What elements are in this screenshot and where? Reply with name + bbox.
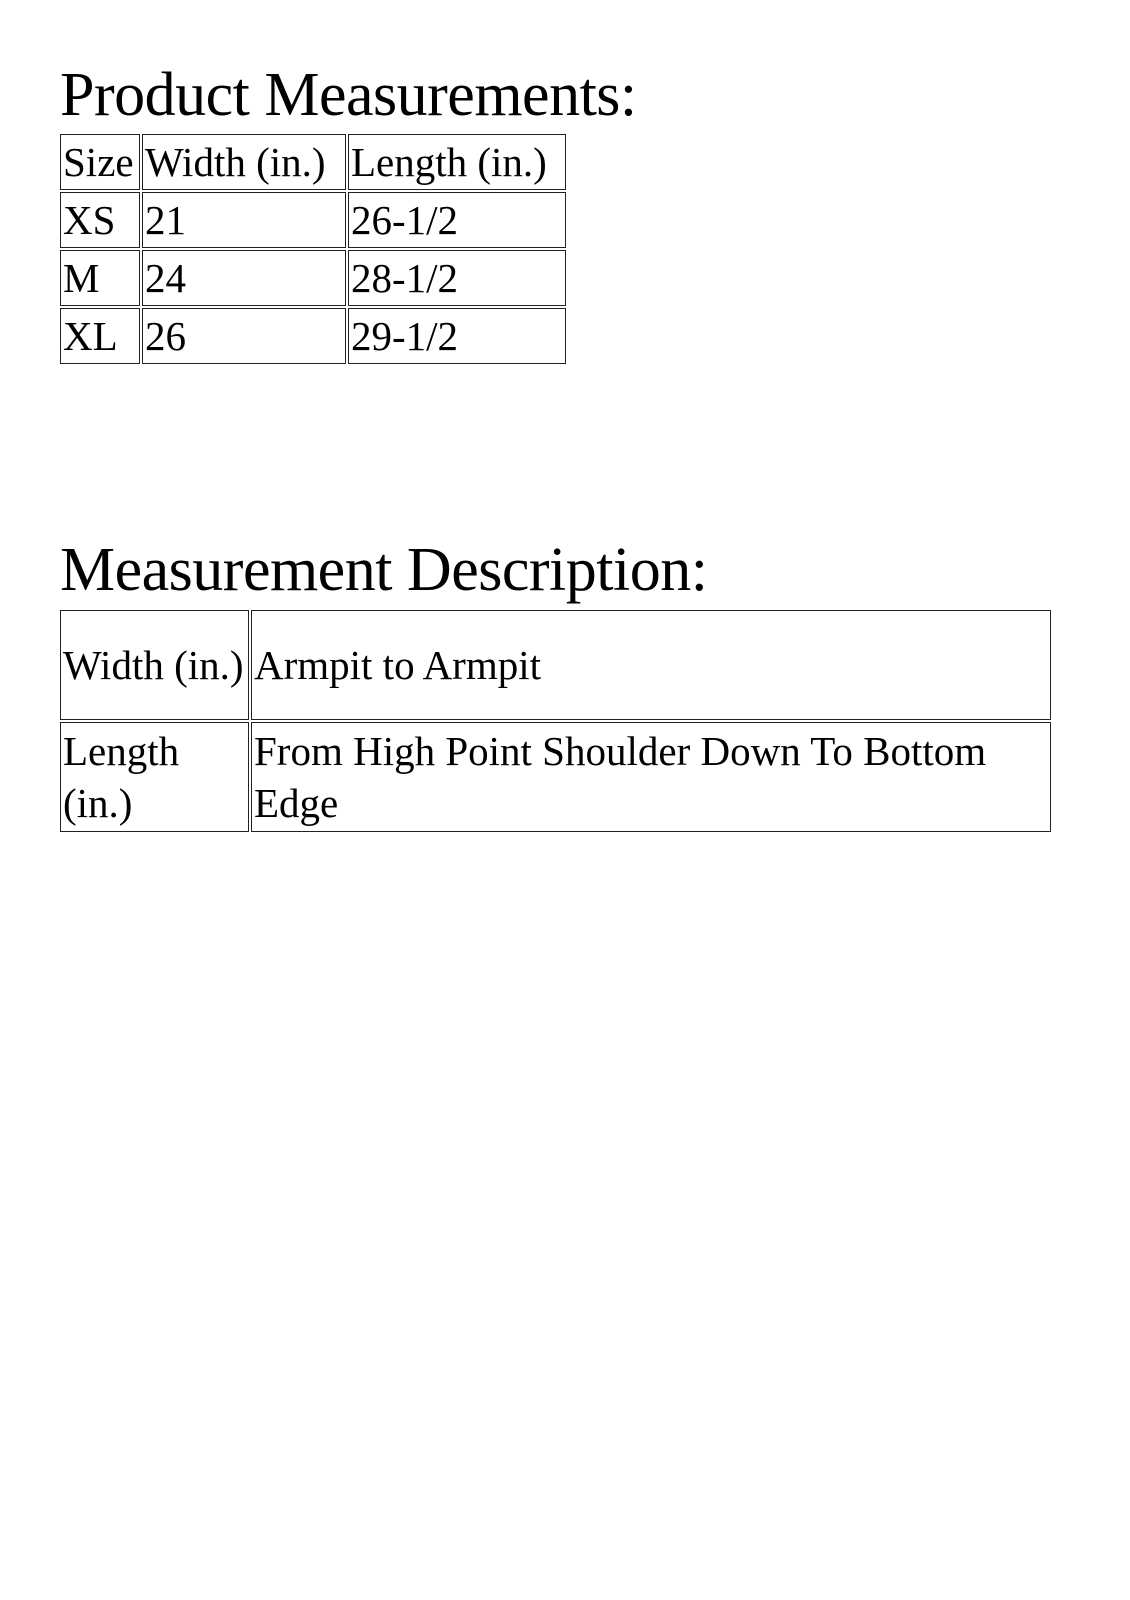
cell-term: Length (in.) — [60, 722, 249, 832]
header-size: Size — [60, 134, 140, 190]
measurement-description-title: Measurement Description: — [60, 536, 708, 604]
size-table — [58, 132, 568, 366]
cell-width: 26 — [142, 308, 346, 364]
description-table — [58, 608, 1053, 834]
cell-size: XS — [60, 192, 140, 248]
cell-size: XL — [60, 308, 140, 364]
cell-width: 24 — [142, 250, 346, 306]
cell-width: 21 — [142, 192, 346, 248]
cell-length: 29-1/2 — [348, 308, 566, 364]
table-row — [60, 250, 566, 306]
table-row — [60, 722, 1051, 832]
table-row — [60, 308, 566, 364]
table-header-row — [60, 134, 566, 190]
product-measurements-title: Product Measurements: — [60, 61, 637, 129]
cell-length: 26-1/2 — [348, 192, 566, 248]
cell-term: Width (in.) — [60, 610, 249, 720]
cell-length: 28-1/2 — [348, 250, 566, 306]
cell-size: M — [60, 250, 140, 306]
table-row — [60, 192, 566, 248]
header-width: Width (in.) — [142, 134, 346, 190]
header-length: Length (in.) — [348, 134, 566, 190]
table-row — [60, 610, 1051, 720]
cell-definition: From High Point Shoulder Down To Bottom Edge — [251, 722, 1051, 832]
cell-definition: Armpit to Armpit — [251, 610, 1051, 720]
